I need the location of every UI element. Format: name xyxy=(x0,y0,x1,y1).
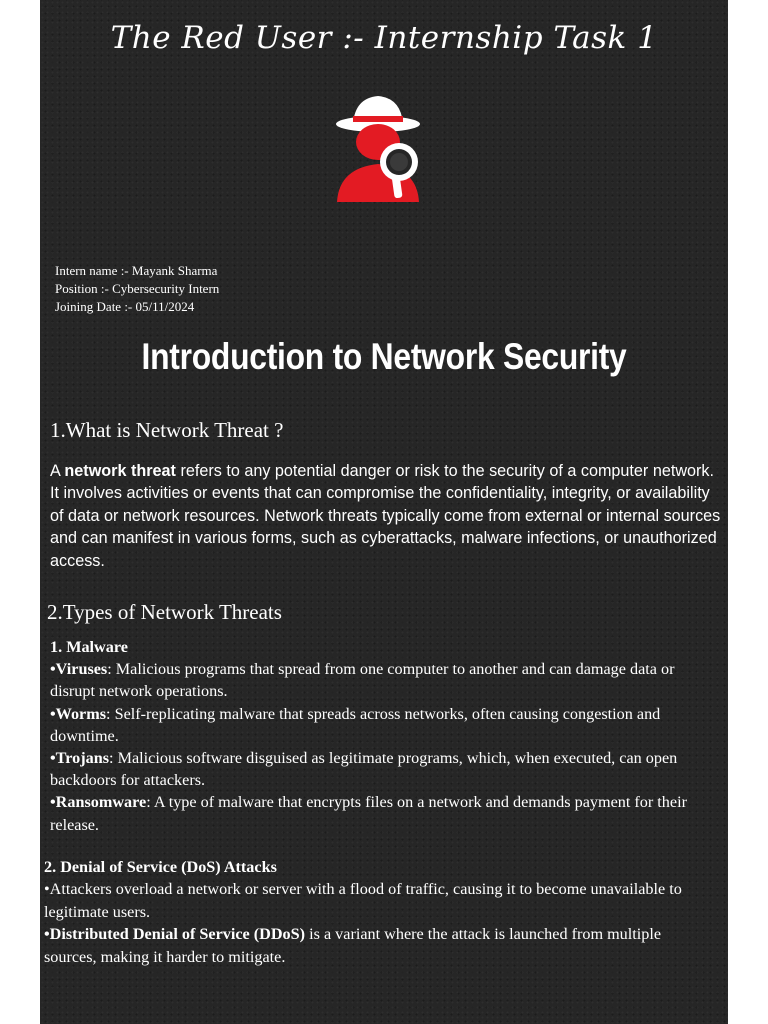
list-item xyxy=(50,703,710,747)
intern-position: Position :- Cybersecurity Intern xyxy=(55,281,220,296)
list-item-desc: : Self-replicating malware that spreads across networks, often causing congestion and downtime. xyxy=(50,704,661,745)
dos-block xyxy=(44,856,716,968)
para-prefix: A xyxy=(50,462,65,480)
list-item xyxy=(50,658,710,702)
dos-line: •Attackers overload a network or server with a flood of traffic, causing it to become unavailable to legitimate users. xyxy=(44,880,682,921)
list-item-desc: : Malicious programs that spread from one computer to another and can damage data or disrupt network operations. xyxy=(50,660,675,701)
ddos-term: •Distributed Denial of Service (DDoS) xyxy=(44,925,306,944)
intern-details xyxy=(55,262,219,316)
ddos-line xyxy=(44,923,716,968)
section-1-title: 1.What is Network Threat ? xyxy=(50,418,284,442)
section-1-paragraph xyxy=(50,460,722,572)
section-2-title: 2.Types of Network Threats xyxy=(47,600,282,624)
list-item xyxy=(50,747,710,791)
page-title: The Red User :- Internship Task 1 xyxy=(110,20,658,56)
list-item-term: •Worms xyxy=(50,704,107,723)
intern-name: Intern name :- Mayank Sharma xyxy=(55,263,218,278)
para-bold-term: network threat xyxy=(64,462,176,480)
list-item xyxy=(50,791,710,835)
list-item-desc: : A type of malware that encrypts files on a network and demands payment for their release. xyxy=(50,793,687,834)
list-item-term: •Ransomware xyxy=(50,793,147,812)
document-page xyxy=(40,0,728,1024)
list-item-desc: : Malicious software disguised as legitimate programs, which, when executed, can open backdoors for attackers. xyxy=(50,749,678,790)
main-heading: Introduction to Network Security xyxy=(141,336,627,377)
list-item-term: •Trojans xyxy=(50,749,110,768)
dos-heading: 2. Denial of Service (DoS) Attacks xyxy=(44,858,277,876)
intern-joining-date: Joining Date :- 05/11/2024 xyxy=(55,299,195,314)
malware-heading: 1. Malware xyxy=(50,638,128,656)
para-rest: refers to any potential danger or risk to the security of a computer network. It involves activities or events that can compromise the confidentiality, integrity, or availability of data or network resources. Network threats typically come from external or internal sources and can manifest in various forms, such as cyberattacks, malware infections, or unauthorized access. xyxy=(50,462,721,570)
red-spy-detective-icon xyxy=(333,90,433,205)
malware-block xyxy=(50,636,710,836)
list-item-term: •Viruses xyxy=(50,660,108,679)
ddos-desc: is a variant where the attack is launched from multiple sources, making it harder to mitigate. xyxy=(44,925,662,966)
